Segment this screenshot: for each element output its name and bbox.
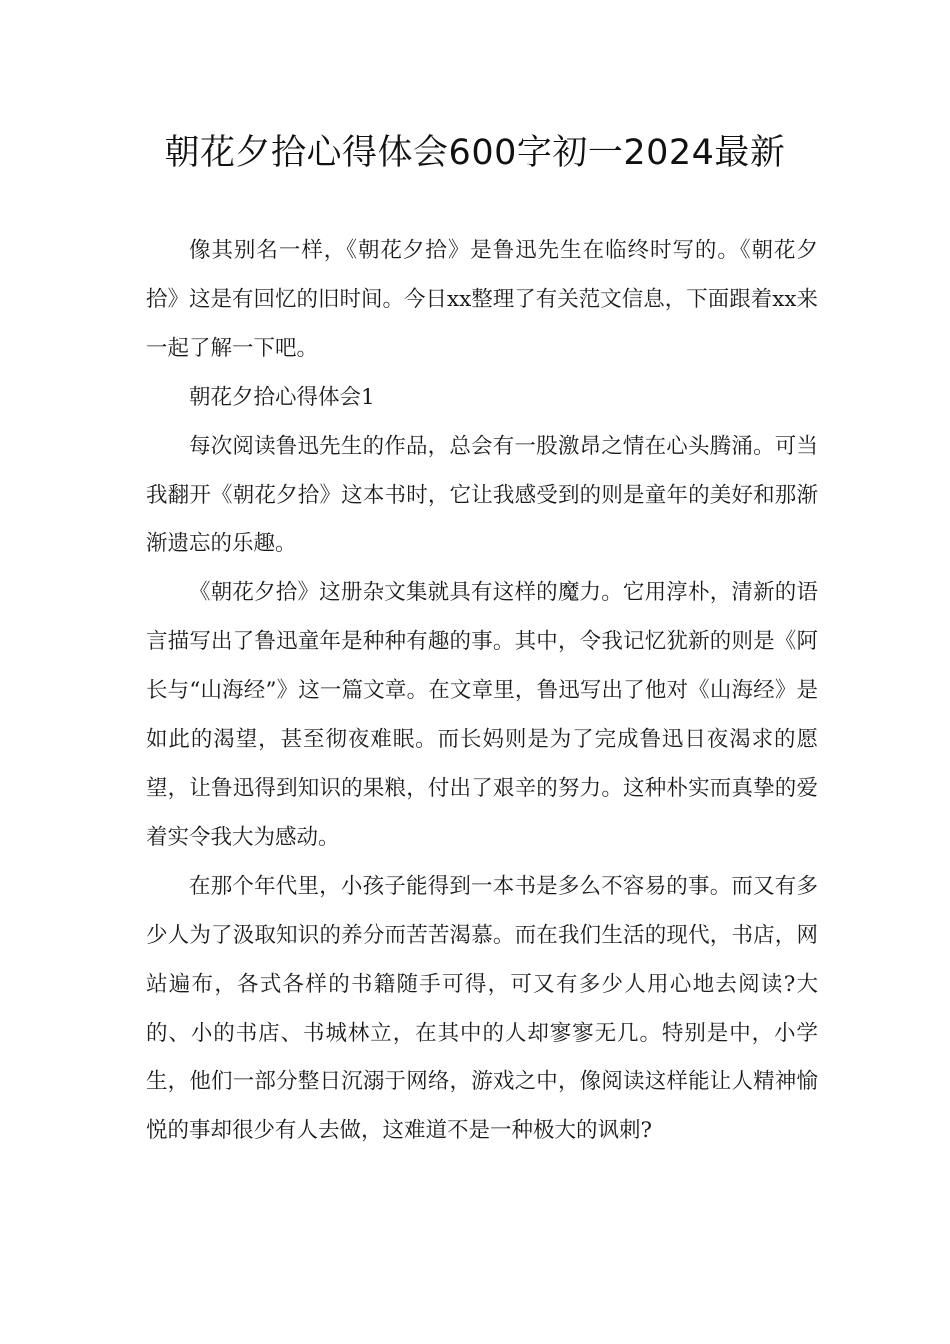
section-heading: 朝花夕拾心得体会1 [189, 384, 375, 410]
document-body [146, 227, 818, 1156]
document-title: 朝花夕拾心得体会600字初一2024最新 [164, 133, 786, 173]
paragraph: 《朝花夕拾》这册杂文集就具有这样的魔力。它用淳朴，清新的语言描写出了鲁迅童年是种种有趣的事。其中，令我记忆犹新的则是《阿长与“山海经”》这一篇文章。在文章里，鲁迅写出了他对《山海经》是如此的渴望，甚至彻夜难眠。而长妈则是为了完成鲁迅日夜渴求的愿望，让鲁迅得到知识的果粮，付出了艰辛的努力。这种朴实而真挚的爱着实令我大为感动。 [146, 580, 818, 850]
paragraph: 在那个年代里，小孩子能得到一本书是多么不容易的事。而又有多少人为了汲取知识的养分而苦苦渴慕。而在我们生活的现代，书店，网站遍布，各式各样的书籍随手可得，可又有多少人用心地去阅读?大的、小的书店、书城林立，在其中的人却寥寥无几。特别是中，小学生，他们一部分整日沉溺于网络，游戏之中，像阅读这样能让人精神愉悦的事却很少有人去做，这难道不是一种极大的讽刺? [146, 873, 818, 1144]
paragraph: 每次阅读鲁迅先生的作品，总会有一股激昂之情在心头腾涌。可当我翻开《朝花夕拾》这本书时，它让我感受到的则是童年的美好和那渐渐遗忘的乐趣。 [146, 433, 818, 557]
paragraph-intro: 像其别名一样，《朝花夕拾》是鲁迅先生在临终时写的。《朝花夕拾》这是有回忆的旧时间。今日xx整理了有关范文信息，下面跟着xx来一起了解一下吧。 [146, 238, 819, 361]
